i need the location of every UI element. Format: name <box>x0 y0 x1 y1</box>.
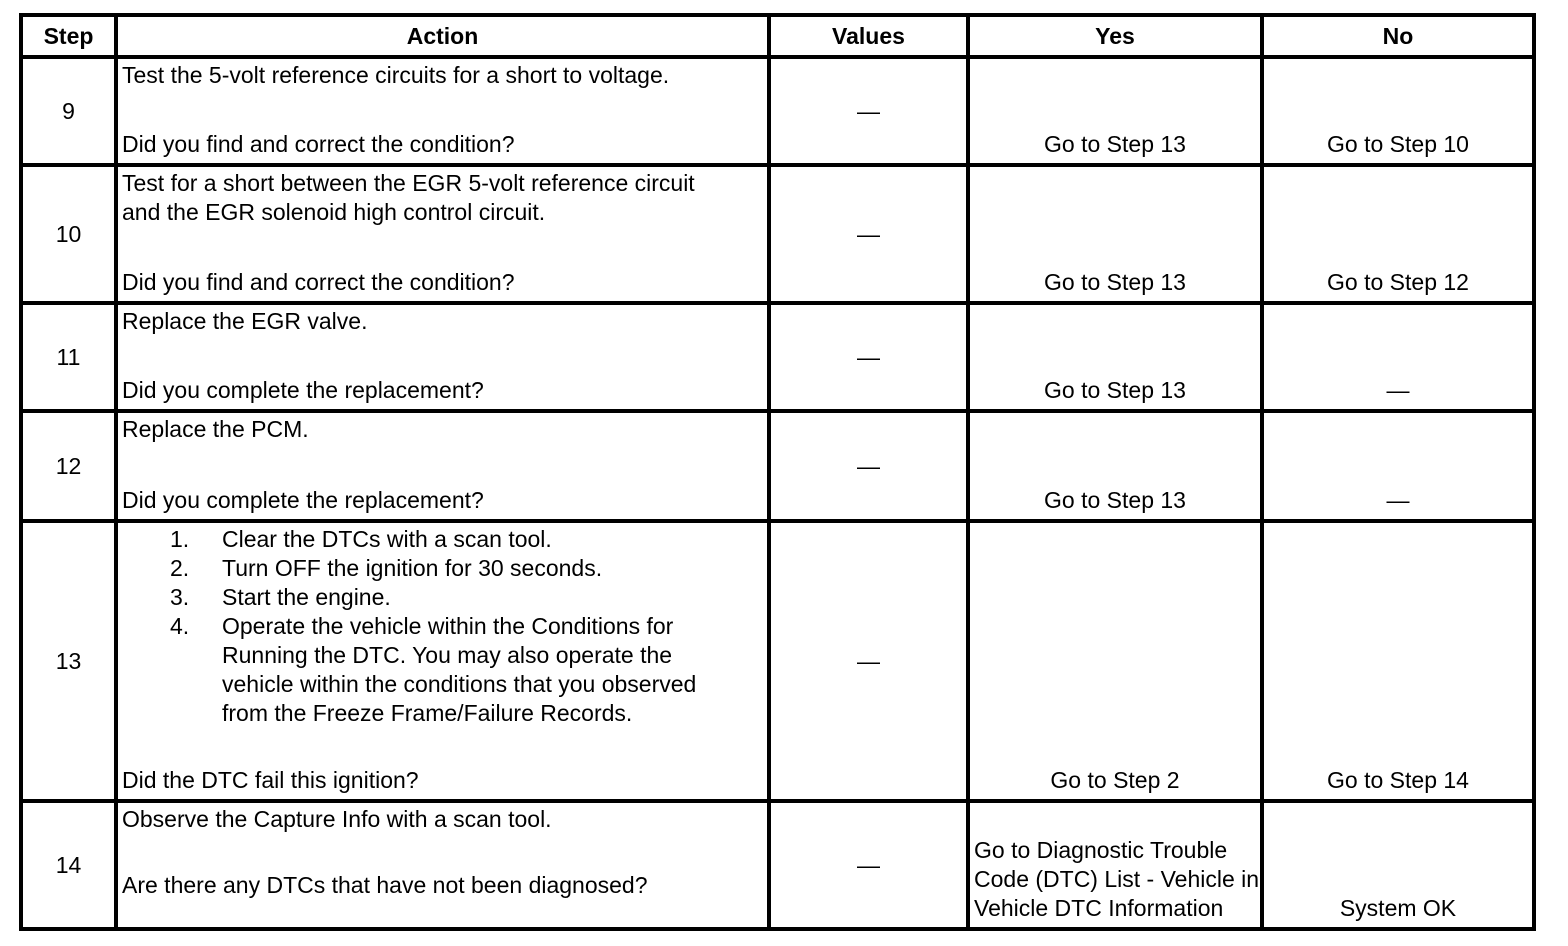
list-item-text: Operate the vehicle within the Conditions for Running the DTC. You may also operate the vehicle within the conditions that you observed from the Freeze Frame/Failure Records. <box>222 613 697 726</box>
action-text <box>122 805 763 834</box>
yes-cell: Go to Step 13 <box>968 165 1262 303</box>
values-cell: — <box>769 801 968 929</box>
action-line: Test the 5-volt reference circuits for a short to voltage. <box>122 62 670 88</box>
header-row <box>21 15 1534 57</box>
no-cell: Go to Step 10 <box>1262 57 1534 165</box>
action-cell <box>116 801 769 929</box>
action-question: Did you find and correct the condition? <box>122 131 515 157</box>
action-line: Observe the Capture Info with a scan tool. <box>122 806 552 832</box>
values-cell: — <box>769 57 968 165</box>
action-text <box>122 169 763 227</box>
step-number: 11 <box>21 303 116 411</box>
list-item <box>170 612 742 728</box>
list-item-text: Start the engine. <box>222 584 391 610</box>
values-cell: — <box>769 411 968 521</box>
header-action: Action <box>116 15 769 57</box>
list-item <box>170 583 763 612</box>
header-values: Values <box>769 15 968 57</box>
header-step: Step <box>21 15 116 57</box>
header-yes: Yes <box>968 15 1262 57</box>
values-cell: — <box>769 521 968 801</box>
table-row <box>21 165 1534 303</box>
step-number: 12 <box>21 411 116 521</box>
table-row <box>21 411 1534 521</box>
table-row <box>21 521 1534 801</box>
no-cell: System OK <box>1262 801 1534 929</box>
action-cell <box>116 521 769 801</box>
list-item <box>170 525 763 554</box>
list-item-number: 4. <box>170 613 190 639</box>
action-question: Did you find and correct the condition? <box>122 269 515 295</box>
yes-cell: Go to Step 13 <box>968 57 1262 165</box>
step-number: 13 <box>21 521 116 801</box>
values-cell: — <box>769 165 968 303</box>
action-steps-list <box>122 525 763 728</box>
header-no: No <box>1262 15 1534 57</box>
table-row <box>21 57 1534 165</box>
action-line: Replace the EGR valve. <box>122 308 368 334</box>
yes-cell: Go to Step 13 <box>968 303 1262 411</box>
no-cell: — <box>1262 303 1534 411</box>
table-row <box>21 303 1534 411</box>
no-cell: Go to Step 12 <box>1262 165 1534 303</box>
list-item-number: 2. <box>170 555 190 581</box>
action-question: Are there any DTCs that have not been diagnosed? <box>122 872 648 898</box>
step-number: 14 <box>21 801 116 929</box>
action-text <box>122 61 763 90</box>
action-line: Test for a short between the EGR 5-volt reference circuit <box>122 170 695 196</box>
action-line: Replace the PCM. <box>122 416 309 442</box>
action-cell <box>116 303 769 411</box>
step-number: 10 <box>21 165 116 303</box>
list-item-number: 3. <box>170 584 190 610</box>
list-item-text: Clear the DTCs with a scan tool. <box>222 526 552 552</box>
action-cell <box>116 57 769 165</box>
step-number: 9 <box>21 57 116 165</box>
diagnostic-table <box>19 13 1536 931</box>
action-question: Did you complete the replacement? <box>122 487 484 513</box>
action-cell <box>116 165 769 303</box>
list-item-number: 1. <box>170 526 190 552</box>
action-line: and the EGR solenoid high control circuit. <box>122 199 546 225</box>
action-cell <box>116 411 769 521</box>
values-cell: — <box>769 303 968 411</box>
action-question: Did you complete the replacement? <box>122 377 484 403</box>
action-text <box>122 307 763 336</box>
yes-cell: Go to Diagnostic Trouble Code (DTC) List - Vehicle in Vehicle DTC Information <box>968 801 1262 929</box>
table-row <box>21 801 1534 929</box>
action-text <box>122 415 763 444</box>
yes-cell: Go to Step 13 <box>968 411 1262 521</box>
no-cell: Go to Step 14 <box>1262 521 1534 801</box>
list-item <box>170 554 763 583</box>
action-question: Did the DTC fail this ignition? <box>122 767 419 793</box>
no-cell: — <box>1262 411 1534 521</box>
yes-cell: Go to Step 2 <box>968 521 1262 801</box>
list-item-text: Turn OFF the ignition for 30 seconds. <box>222 555 603 581</box>
